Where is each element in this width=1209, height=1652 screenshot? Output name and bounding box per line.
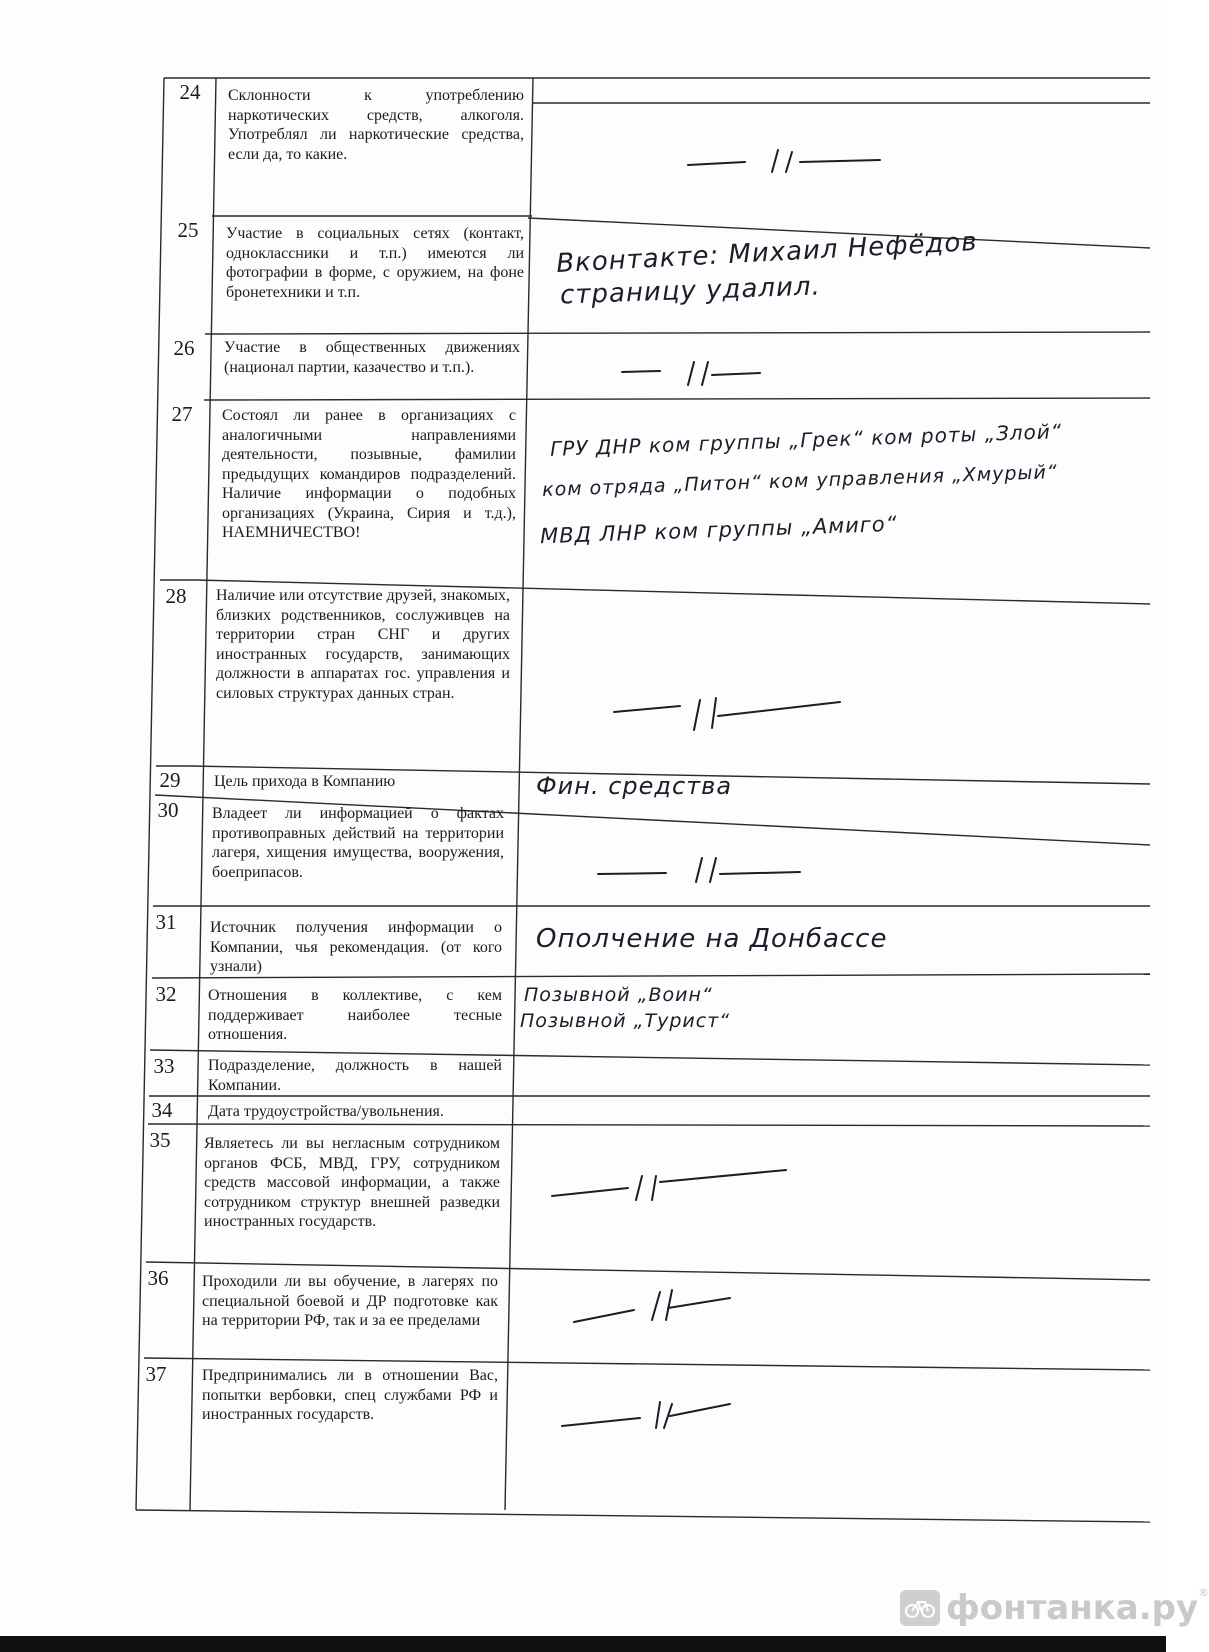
handwritten-answer: Позывной „Турист“ <box>520 1010 731 1032</box>
dash-mark <box>562 1402 730 1428</box>
row-number: 26 <box>173 336 195 360</box>
row-question: Владеет ли информацией о фактах противоправных действий на территории лагеря, хищения имущества, вооружения, боеприпасов. <box>212 805 504 881</box>
dash-mark <box>688 150 880 172</box>
handwritten-answer: ГРУ ДНР ком группы „Грек“ ком роты „Злой“ <box>549 419 1063 461</box>
scan-border <box>0 1636 1166 1652</box>
row-question: Проходили ли вы обучение, в лагерях по специальной боевой и ДР подготовке как на территории РФ, так и за ее пределами <box>202 1273 498 1329</box>
handwritten-answer: Фин. средства <box>536 772 733 800</box>
row-question: Источник получения информации о Компании, чья рекомендация. (от кого узнали) <box>210 919 502 975</box>
dash-mark <box>574 1290 730 1322</box>
row-number: 33 <box>153 1054 175 1078</box>
row-number: 34 <box>151 1098 173 1122</box>
row-question: Участие в общественных движениях (национал партии, казачество и т.п.). <box>224 339 520 376</box>
row-question: Наличие или отсутствие друзей, знакомых, близких родственников, сослуживцев на территории стран СНГ и других иностранных государств, занимающих должности в аппаратах гос. управления и силовых структурах данных стран. <box>216 587 510 702</box>
handwritten-answer: Ополчение на Донбассе <box>536 924 888 954</box>
dash-mark <box>614 698 840 730</box>
handwritten-answer: Позывной „Воин“ <box>524 984 713 1006</box>
row-number: 28 <box>165 584 187 608</box>
dash-mark <box>622 362 760 385</box>
row-question: Склонности к употреблению наркотических средств, алкоголя. Употреблял ли наркотические средства, если да, то какие. <box>228 87 524 163</box>
registered-mark: ® <box>1198 1586 1209 1599</box>
row-number: 25 <box>177 218 199 242</box>
handwritten-answer: Вконтакте: Михаил Нефёдов <box>555 226 979 280</box>
row-question: Цель прихода в Компанию <box>214 773 396 790</box>
dash-mark <box>598 858 800 882</box>
bicycle-icon <box>900 1590 940 1626</box>
row-question: Предпринимались ли в отношении Вас, попытки вербовки, спец службами РФ и иностранных государств. <box>202 1367 498 1423</box>
row-number: 24 <box>179 80 201 104</box>
row-number: 37 <box>145 1362 167 1386</box>
row-question: Подразделение, должность в нашей Компании. <box>208 1057 502 1094</box>
row-number: 35 <box>149 1128 171 1152</box>
handwritten-answer: страницу удалил. <box>559 271 822 311</box>
watermark-logo <box>900 1586 1209 1630</box>
row-number: 31 <box>155 910 177 934</box>
handwritten-answer: МВД ЛНР ком группы „Амиго“ <box>539 511 898 549</box>
row-number: 30 <box>157 798 179 822</box>
row-question: Отношения в коллективе, с кем поддерживает наиболее тесные отношения. <box>208 987 502 1043</box>
row-number: 29 <box>159 768 181 792</box>
row-question: Дата трудоустройства/увольнения. <box>208 1103 444 1120</box>
row-question: Участие в социальных сетях (контакт, одноклассники и т.п.) имеются ли фотографии в форме, с оружием, на фоне бронетехники и т.п. <box>226 225 524 301</box>
row-number: 32 <box>155 982 177 1006</box>
row-question: Состоял ли ранее в организациях с аналогичными направлениями деятельности, позывные, фамилии предыдущих командиров подразделений. Наличие информации о подобных организациях (Украина, Сирия и т.д.), НАЕМНИЧЕСТВО! <box>222 407 516 541</box>
handwritten-answer: ком отряда „Питон“ ком управления „Хмурый“ <box>541 461 1058 501</box>
row-question: Являетесь ли вы негласным сотрудником органов ФСБ, МВД, ГРУ, сотрудником средств массовой информации, а также сотрудником структур внешней разведки иностранных государств. <box>204 1135 500 1230</box>
row-number: 27 <box>171 402 193 426</box>
dash-mark <box>552 1170 786 1200</box>
row-number: 36 <box>147 1266 169 1290</box>
watermark-text: фонтанка.ру <box>946 1588 1199 1628</box>
